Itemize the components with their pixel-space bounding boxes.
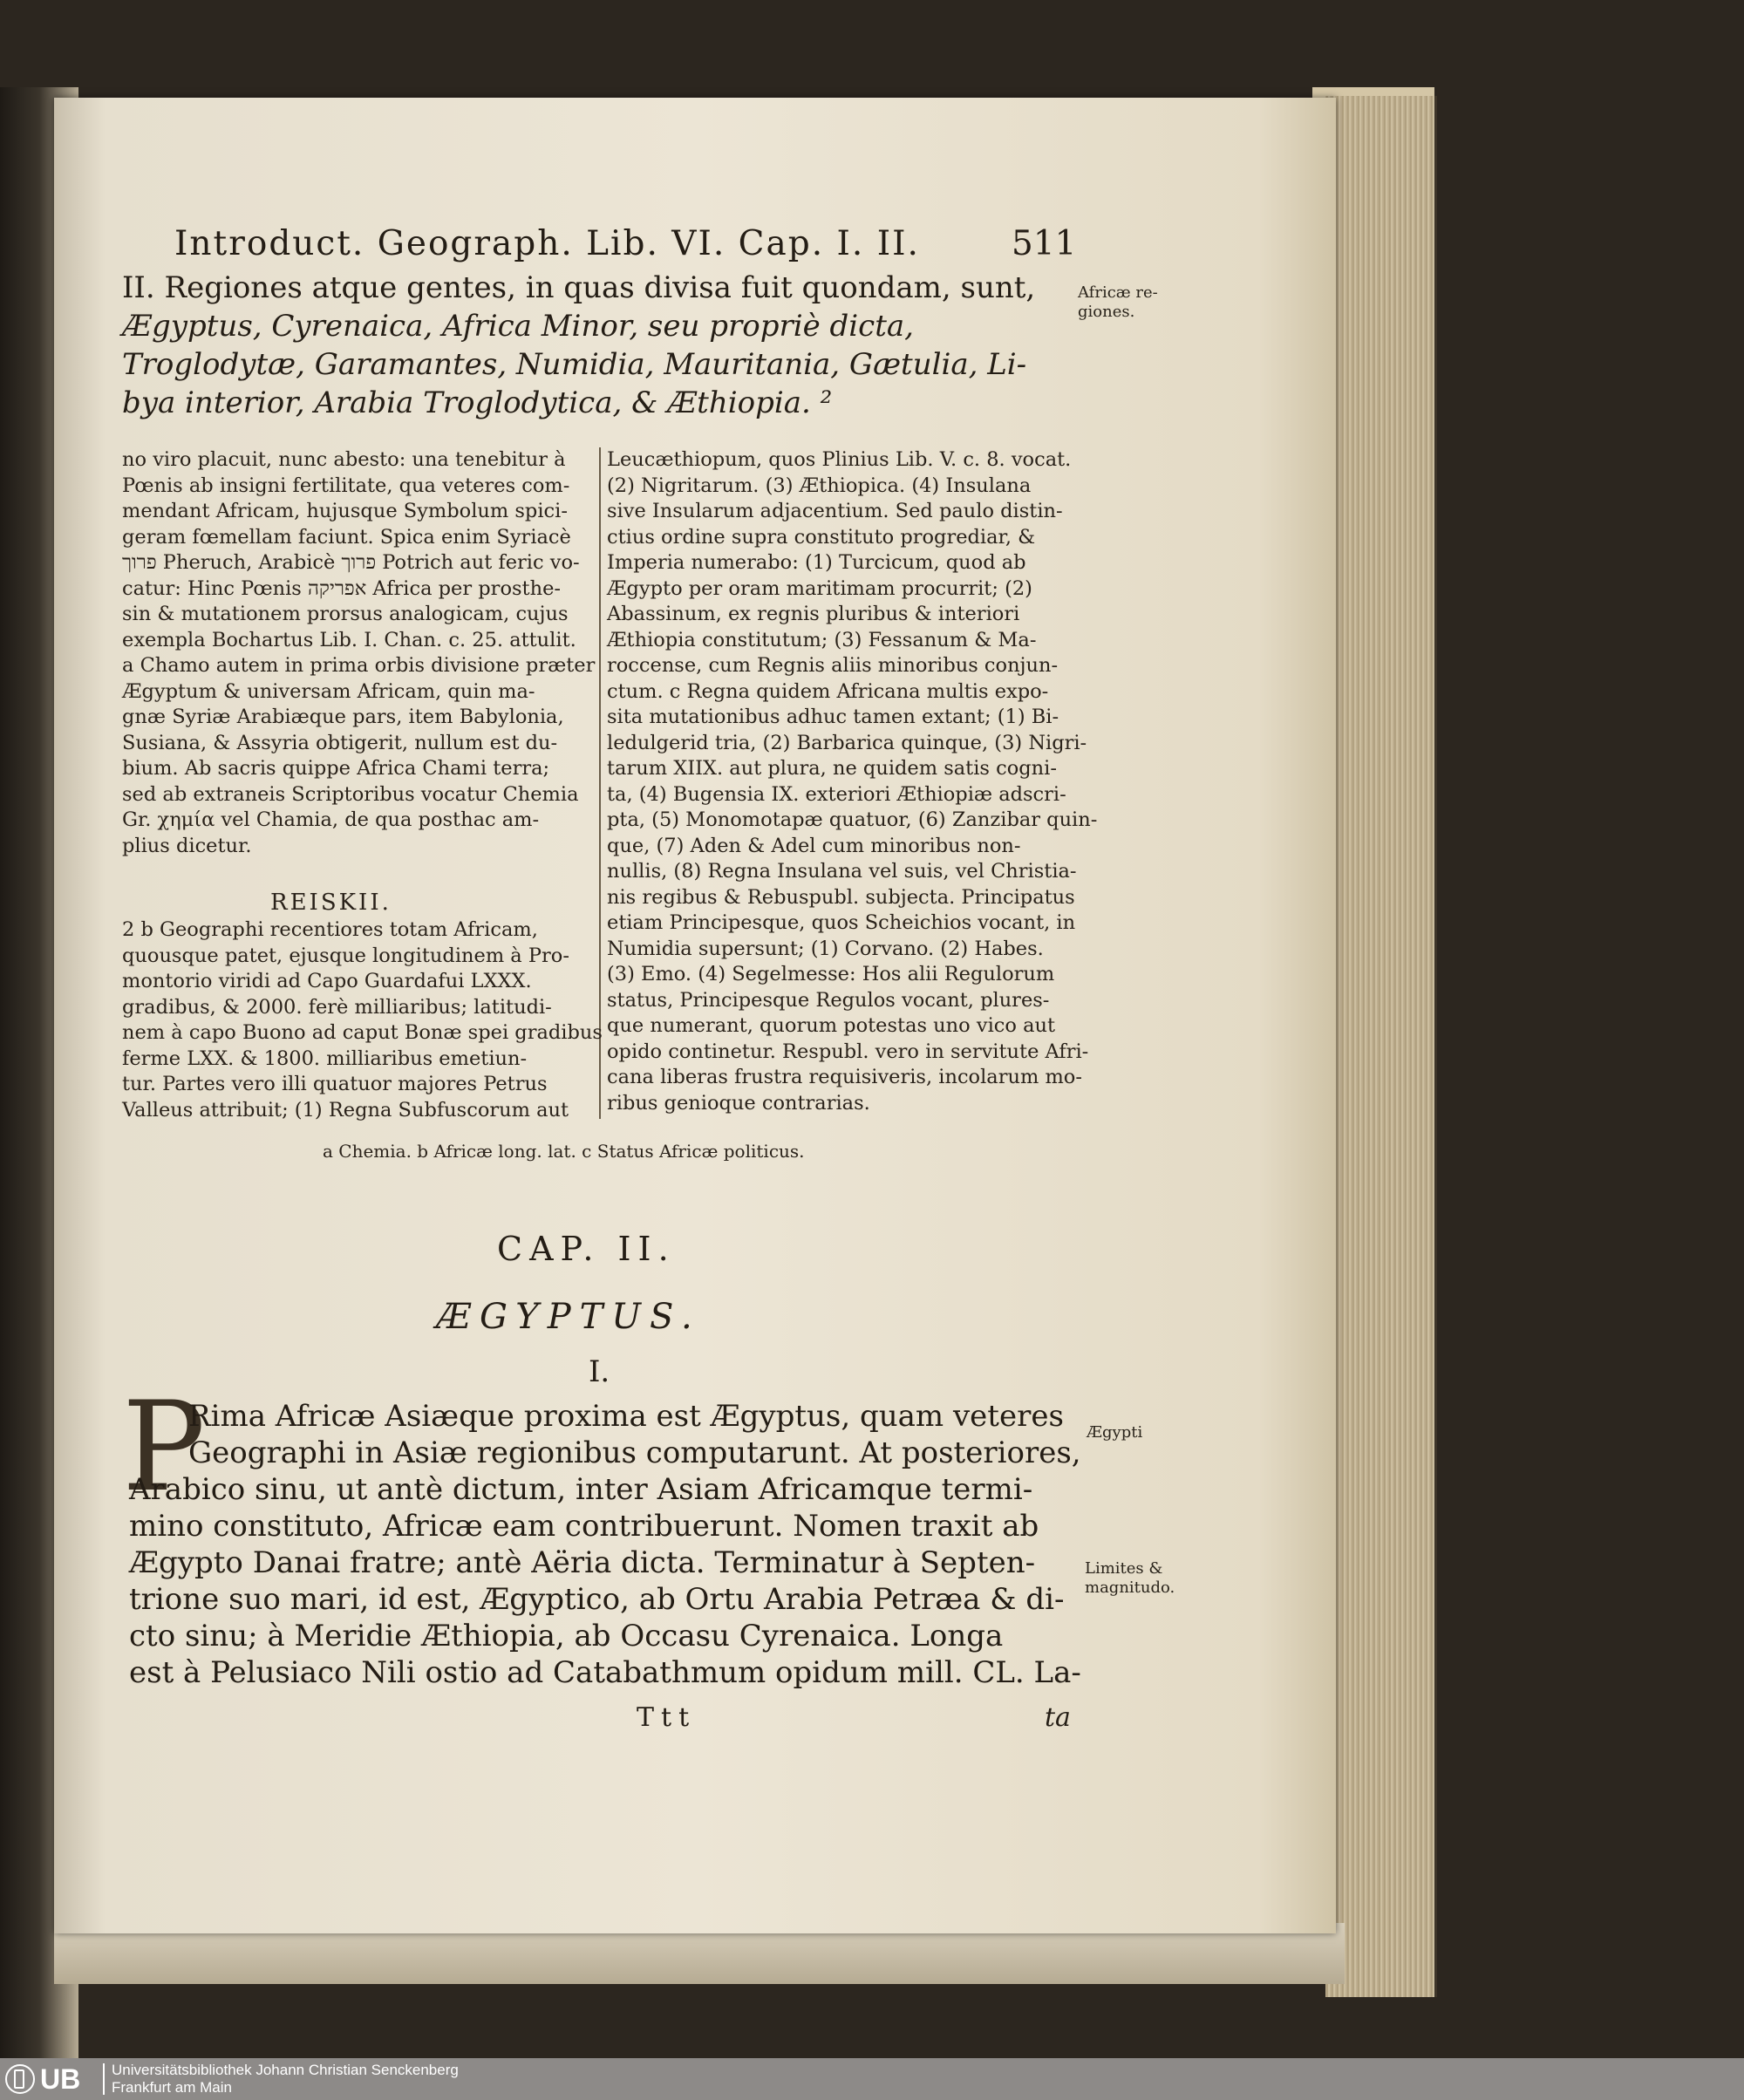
right-column-line: sive Insularum adjacentium. Sed paulo distin- xyxy=(607,500,1063,522)
left-column-line: catur: Hinc Pœnis אפריקה Africa per prosthe- xyxy=(122,576,561,600)
right-column-line: Numidia supersunt; (1) Corvano. (2) Habes. xyxy=(607,937,1044,960)
main-line: trione suo mari, id est, Ægyptico, ab Ortu Arabia Petræa & di- xyxy=(129,1582,1065,1617)
left-column-line: tur. Partes vero illi quatuor majores Petrus xyxy=(122,1073,548,1095)
left-column-line: mendant Africam, hujusque Symbolum spici- xyxy=(122,500,568,522)
main-line: Geographi in Asiæ regionibus computarunt. At posteriores, xyxy=(188,1435,1081,1470)
left-column-line: 2 b Geographi recentiores totam Africam, xyxy=(122,918,538,941)
right-column-line: (2) Nigritarum. (3) Æthiopica. (4) Insulana xyxy=(607,474,1032,497)
left-column-line: Pœnis ab insigni fertilitate, qua veteres com- xyxy=(122,474,570,497)
right-column-line: ribus genioque contrarias. xyxy=(607,1091,870,1115)
reiskii-heading: REISKII. xyxy=(270,890,392,916)
left-column-line: Gr. χημία vel Chamia, de qua posthac am- xyxy=(122,808,540,831)
library-name xyxy=(112,2062,459,2097)
left-column-line: Ægyptum & universam Africam, quin ma- xyxy=(122,679,535,703)
margin-note-limites xyxy=(1085,1559,1175,1598)
left-column-text-2 xyxy=(122,917,603,1123)
margin-note-line: giones. xyxy=(1078,303,1135,321)
right-column-line: ledulgerid tria, (2) Barbarica quinque, (3) Nigri- xyxy=(607,731,1087,754)
library-logo-text: UB xyxy=(40,2062,81,2095)
library-name-line2: Frankfurt am Main xyxy=(112,2079,232,2096)
main-line: est à Pelusiaco Nili ostio ad Catabathmum opidum mill. CL. La- xyxy=(129,1655,1081,1690)
catchword: ta xyxy=(1045,1702,1071,1733)
left-column-line: plius dicetur. xyxy=(122,834,252,857)
library-seal-icon xyxy=(5,2064,35,2094)
left-column-line: exempla Bochartus Lib. I. Chan. c. 25. attulit. xyxy=(122,628,576,651)
library-name-line1: Universitätsbibliothek Johann Christian Senckenberg xyxy=(112,2062,459,2078)
chapter-heading: CAP. II. xyxy=(497,1230,676,1268)
left-column-line: Valleus attribuit; (1) Regna Subfuscorum aut xyxy=(122,1098,569,1122)
footnote-line: a Chemia. b Africæ long. lat. c Status Africæ politicus. xyxy=(323,1141,805,1162)
left-column-line: sin & mutationem prorsus analogicam, cujus xyxy=(122,603,569,625)
right-column-line: Abassinum, ex regnis pluribus & interiori xyxy=(607,603,1020,625)
left-column-line: a Chamo autem in prima orbis divisione præter xyxy=(122,654,596,677)
margin-note-line: Africæ re- xyxy=(1078,283,1158,302)
right-column-line: Imperia numerabo: (1) Turcicum, quod ab xyxy=(607,551,1026,574)
left-column-line: gnæ Syriæ Arabiæque pars, item Babylonia, xyxy=(122,706,564,728)
right-column-line: cana liberas frustra requisiveris, incolarum mo- xyxy=(607,1066,1082,1088)
left-column-line: bium. Ab sacris quippe Africa Chami terra; xyxy=(122,757,550,780)
right-column-line: ta, (4) Bugensia IX. exteriori Æthiopiæ adscri- xyxy=(607,782,1066,806)
left-column-line: ferme LXX. & 1800. milliaribus emetiun- xyxy=(122,1047,528,1070)
main-line: Ægypto Danai fratre; antè Aëria dicta. Terminatur à Septen- xyxy=(129,1545,1036,1580)
left-column-line: nem à capo Buono ad caput Bonæ spei gradibus xyxy=(122,1021,603,1044)
left-column-line: sed ab extraneis Scriptoribus vocatur Chemia xyxy=(122,782,579,806)
signature-mark: Ttt xyxy=(637,1702,697,1733)
right-column-line: etiam Principesque, quos Scheichios vocant, in xyxy=(607,911,1076,934)
left-column-line: quousque patet, ejusque longitudinem à Pro- xyxy=(122,944,569,967)
section-ii-line: II. Regiones atque gentes, in quas divisa fuit quondam, sunt, xyxy=(122,270,1036,305)
left-column-line: פרוך Pheruch, Arabicè פרוך Potrich aut feric vo- xyxy=(122,551,580,574)
right-column-line: status, Principesque Regulos vocant, plures- xyxy=(607,988,1050,1012)
right-column-line: Ægypto per oram maritimam procurrit; (2) xyxy=(607,576,1032,600)
main-line: mino constituto, Africæ eam contribuerunt. Nomen traxit ab xyxy=(129,1509,1039,1544)
left-column-line: geram fœmellam faciunt. Spica enim Syriacè xyxy=(122,525,571,549)
right-column-line: opido continetur. Respubl. vero in servitute Afri- xyxy=(607,1040,1089,1063)
right-column-line: nullis, (8) Regna Insulana vel suis, vel Christia- xyxy=(607,860,1077,883)
left-column-line: no viro placuit, nunc abesto: una tenebitur à xyxy=(122,448,566,471)
main-paragraph xyxy=(129,1398,1080,1691)
right-column-line: sita mutationibus adhuc tamen extant; (1) Bi- xyxy=(607,706,1059,728)
right-column-line: que, (7) Aden & Adel cum minoribus non- xyxy=(607,834,1021,857)
left-column-line: montorio viridi ad Capo Guardafui LXXX. xyxy=(122,970,532,992)
margin-note-line: Limites & xyxy=(1085,1559,1163,1578)
section-ii-paragraph xyxy=(122,269,1073,422)
right-column-line: ctius ordine supra constituto progrediar, & xyxy=(607,525,1036,549)
drop-cap: P xyxy=(122,1375,206,1519)
running-header: Introduct. Geograph. Lib. VI. Cap. I. II. xyxy=(174,224,920,263)
section-ii-line: bya interior, Arabia Troglodytica, & Æthiopia. ² xyxy=(122,385,833,420)
section-ii-line: Ægyptus, Cyrenaica, Africa Minor, seu propriè dicta, xyxy=(122,309,914,344)
footer-divider xyxy=(103,2063,105,2095)
right-column-line: nis regibus & Rebuspubl. subjecta. Principatus xyxy=(607,885,1075,909)
margin-note-line: magnitudo. xyxy=(1085,1578,1175,1597)
left-column-line: gradibus, & 2000. ferè milliaribus; latitudi- xyxy=(122,995,552,1019)
chapter-title: ÆGYPTUS. xyxy=(436,1297,701,1337)
right-column-line: tarum XIIX. aut plura, ne quidem satis cogni- xyxy=(607,757,1057,780)
right-column-line: Æthiopia constitutum; (3) Fessanum & Ma- xyxy=(607,628,1037,651)
right-column-text xyxy=(607,447,1098,1116)
right-column-line: Leucæthiopum, quos Plinius Lib. V. c. 8. vocat. xyxy=(607,448,1072,471)
library-footer xyxy=(0,2058,1744,2100)
margin-note-africae-regiones xyxy=(1078,283,1158,322)
library-logo xyxy=(5,2063,80,2095)
left-column-text xyxy=(122,447,596,859)
section-numeral: I. xyxy=(589,1354,610,1389)
section-ii-line: Troglodytæ, Garamantes, Numidia, Mauritania, Gætulia, Li- xyxy=(122,347,1027,382)
main-line: Arabico sinu, ut antè dictum, inter Asiam Africamque termi- xyxy=(129,1472,1033,1507)
right-column-line: roccense, cum Regnis aliis minoribus conjun- xyxy=(607,654,1059,677)
right-column-line: (3) Emo. (4) Segelmesse: Hos alii Regulorum xyxy=(607,963,1055,985)
right-column-line: que numerant, quorum potestas uno vico aut xyxy=(607,1014,1056,1037)
main-line: cto sinu; à Meridie Æthiopia, ab Occasu Cyrenaica. Longa xyxy=(129,1619,1004,1653)
page-stack-edge xyxy=(1325,96,1437,1997)
margin-note-aegypti: Ægypti xyxy=(1087,1423,1143,1442)
page-number: 511 xyxy=(1012,224,1077,263)
right-column-line: ctum. c Regna quidem Africana multis expo- xyxy=(607,679,1049,703)
right-column-line: pta, (5) Monomotapæ quatuor, (6) Zanzibar quin- xyxy=(607,808,1098,831)
left-column-line: Susiana, & Assyria obtigerit, nullum est du- xyxy=(122,731,558,754)
main-line: Rima Africæ Asiæque proxima est Ægyptus, quam veteres xyxy=(188,1399,1064,1434)
